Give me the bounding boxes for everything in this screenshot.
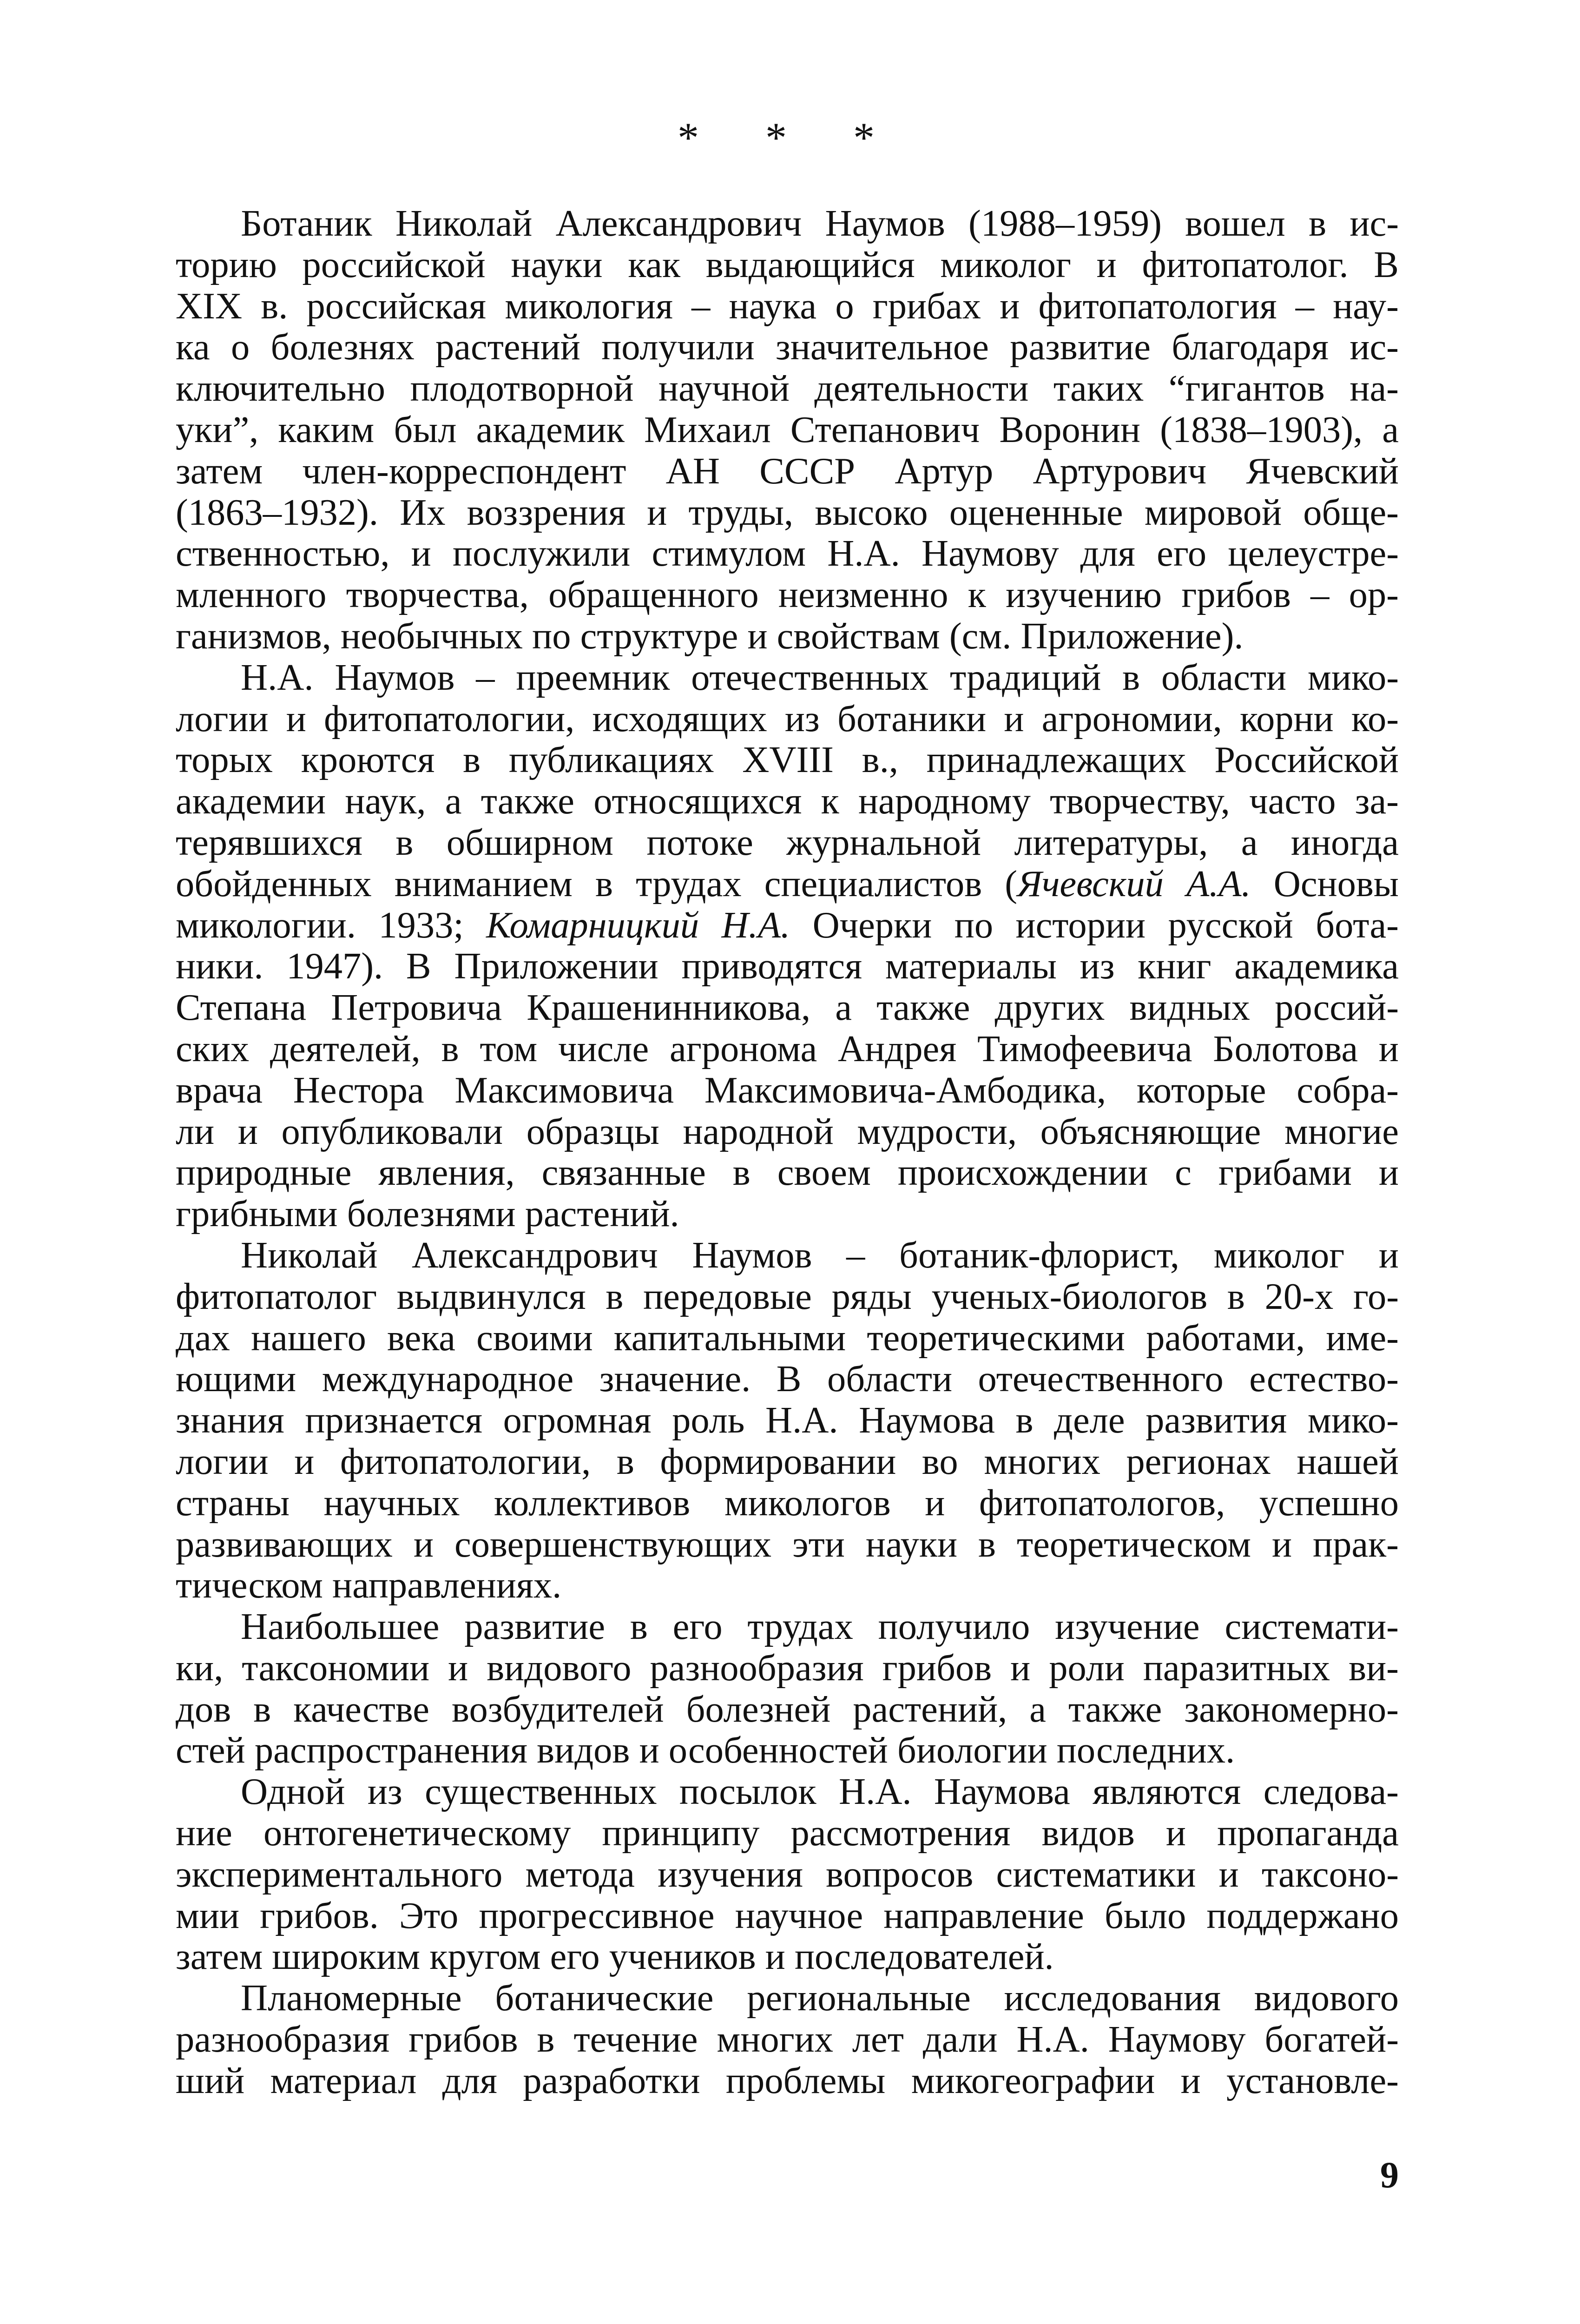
text-line: Н.А. Наумов – преемник отечественных традиций в области мико- xyxy=(241,656,1399,698)
text-line: экспериментального метода изучения вопросов систематики и таксоно- xyxy=(176,1853,1399,1895)
paragraph xyxy=(176,1606,1399,1771)
text-line: ющими международное значение. В области отечественного естество- xyxy=(176,1358,1399,1400)
paragraph xyxy=(176,203,1399,657)
text-line: торых кроются в публикациях XVIII в., принадлежащих Российской xyxy=(176,739,1399,781)
text-line: ганизмов, необычных по структуре и свойствам (см. Приложение). xyxy=(176,615,1244,657)
text-line: грибными болезнями растений. xyxy=(176,1193,679,1235)
text-line: ние онтогенетическому принципу рассмотрения видов и пропаганда xyxy=(176,1812,1399,1854)
text-line: Наибольшее развитие в его трудах получило изучение системати- xyxy=(241,1606,1399,1648)
text-line: Николай Александрович Наумов – ботаник-флорист, миколог и xyxy=(241,1234,1399,1276)
text-line: обойденных вниманием в трудах специалистов (Ячевский А.А. Основы xyxy=(176,863,1399,905)
text-line: ственностью, и послужили стимулом Н.А. Наумову для его целеустре- xyxy=(176,533,1399,574)
body-text xyxy=(176,203,1399,2102)
text-line: ских деятелей, в том числе агронома Андрея Тимофеевича Болотова и xyxy=(176,1028,1399,1070)
text-line: логии и фитопатологии, исходящих из ботаники и агрономии, корни ко- xyxy=(176,698,1399,739)
text-line: дов в качестве возбудителей болезней растений, а также закономерно- xyxy=(176,1688,1399,1730)
page-number: 9 xyxy=(1380,2155,1399,2196)
text-line: Ботаник Николай Александрович Наумов (1988–1959) вошел в ис- xyxy=(241,203,1399,244)
paragraph xyxy=(176,657,1399,1235)
text-line: ли и опубликовали образцы народной мудрости, объясняющие многие xyxy=(176,1110,1399,1152)
text-line: дах нашего века своими капитальными теоретическими работами, име- xyxy=(176,1317,1399,1359)
text-line: затем широким кругом его учеников и последователей. xyxy=(176,1936,1054,1978)
text-line: Степана Петровича Крашенинникова, а также других видных россий- xyxy=(176,987,1399,1029)
paragraph xyxy=(176,1978,1399,2101)
text-line: ка о болезнях растений получили значительное развитие благодаря ис- xyxy=(176,326,1399,368)
text-line: фитопатолог выдвинулся в передовые ряды ученых-биологов в 20-х го- xyxy=(176,1275,1399,1317)
text-line: развивающих и совершенствующих эти науки в теоретическом и прак- xyxy=(176,1523,1399,1565)
text-line: затем член-корреспондент АН СССР Артур Артурович Ячевский xyxy=(176,450,1399,492)
text-line: микологии. 1933; Комарницкий Н.А. Очерки по истории русской бота- xyxy=(176,904,1399,946)
text-line: академии наук, а также относящихся к народному творчеству, часто за- xyxy=(176,780,1399,822)
text-line: (1863–1932). Их воззрения и труды, высоко оцененные мировой обще- xyxy=(176,491,1399,533)
text-line: мленного творчества, обращенного неизменно к изучению грибов – ор- xyxy=(176,574,1399,616)
text-line: разнообразия грибов в течение многих лет дали Н.А. Наумову богатей- xyxy=(176,2019,1399,2060)
cited-author: Ячевский А.А. xyxy=(1017,863,1251,905)
text-line: страны научных коллективов микологов и фитопатологов, успешно xyxy=(176,1482,1399,1524)
text-line: знания признается огромная роль Н.А. Наумова в деле развития мико- xyxy=(176,1400,1399,1441)
text-line: торию российской науки как выдающийся миколог и фитопатолог. В xyxy=(176,244,1399,285)
text-line: ки, таксономии и видового разнообразия грибов и роли паразитных ви- xyxy=(176,1647,1399,1689)
text-line: терявшихся в обширном потоке журнальной литературы, а иногда xyxy=(176,821,1399,863)
text-line: XIX в. российская микология – наука о грибах и фитопатология – нау- xyxy=(176,285,1399,327)
text-line: природные явления, связанные в своем происхождении с грибами и xyxy=(176,1152,1399,1194)
cited-author: Комарницкий Н.А. xyxy=(486,904,790,946)
text-line: ключительно плодотворной научной деятельности таких “гигантов на- xyxy=(176,368,1399,409)
text-line: ший материал для разработки проблемы микогеографии и установле- xyxy=(176,2060,1399,2101)
text-line: стей распространения видов и особенностей биологии последних. xyxy=(176,1730,1235,1771)
section-separator: * * * xyxy=(678,114,902,161)
text-line: мии грибов. Это прогрессивное научное направление было поддержано xyxy=(176,1895,1399,1936)
text-line: уки”, каким был академик Михаил Степанович Воронин (1838–1903), а xyxy=(176,409,1399,450)
text-line: Одной из существенных посылок Н.А. Наумова являются следова- xyxy=(241,1771,1399,1813)
text-line: логии и фитопатологии, в формировании во многих регионах нашей xyxy=(176,1440,1399,1482)
text-line: тическом направлениях. xyxy=(176,1565,562,1606)
text-line: ники. 1947). В Приложении приводятся материалы из книг академика xyxy=(176,945,1399,987)
paragraph xyxy=(176,1771,1399,1978)
paragraph xyxy=(176,1235,1399,1606)
text-line: Планомерные ботанические региональные исследования видового xyxy=(241,1977,1399,2019)
text-line: врача Нестора Максимовича Максимовича-Амбодика, которые собра- xyxy=(176,1069,1399,1111)
